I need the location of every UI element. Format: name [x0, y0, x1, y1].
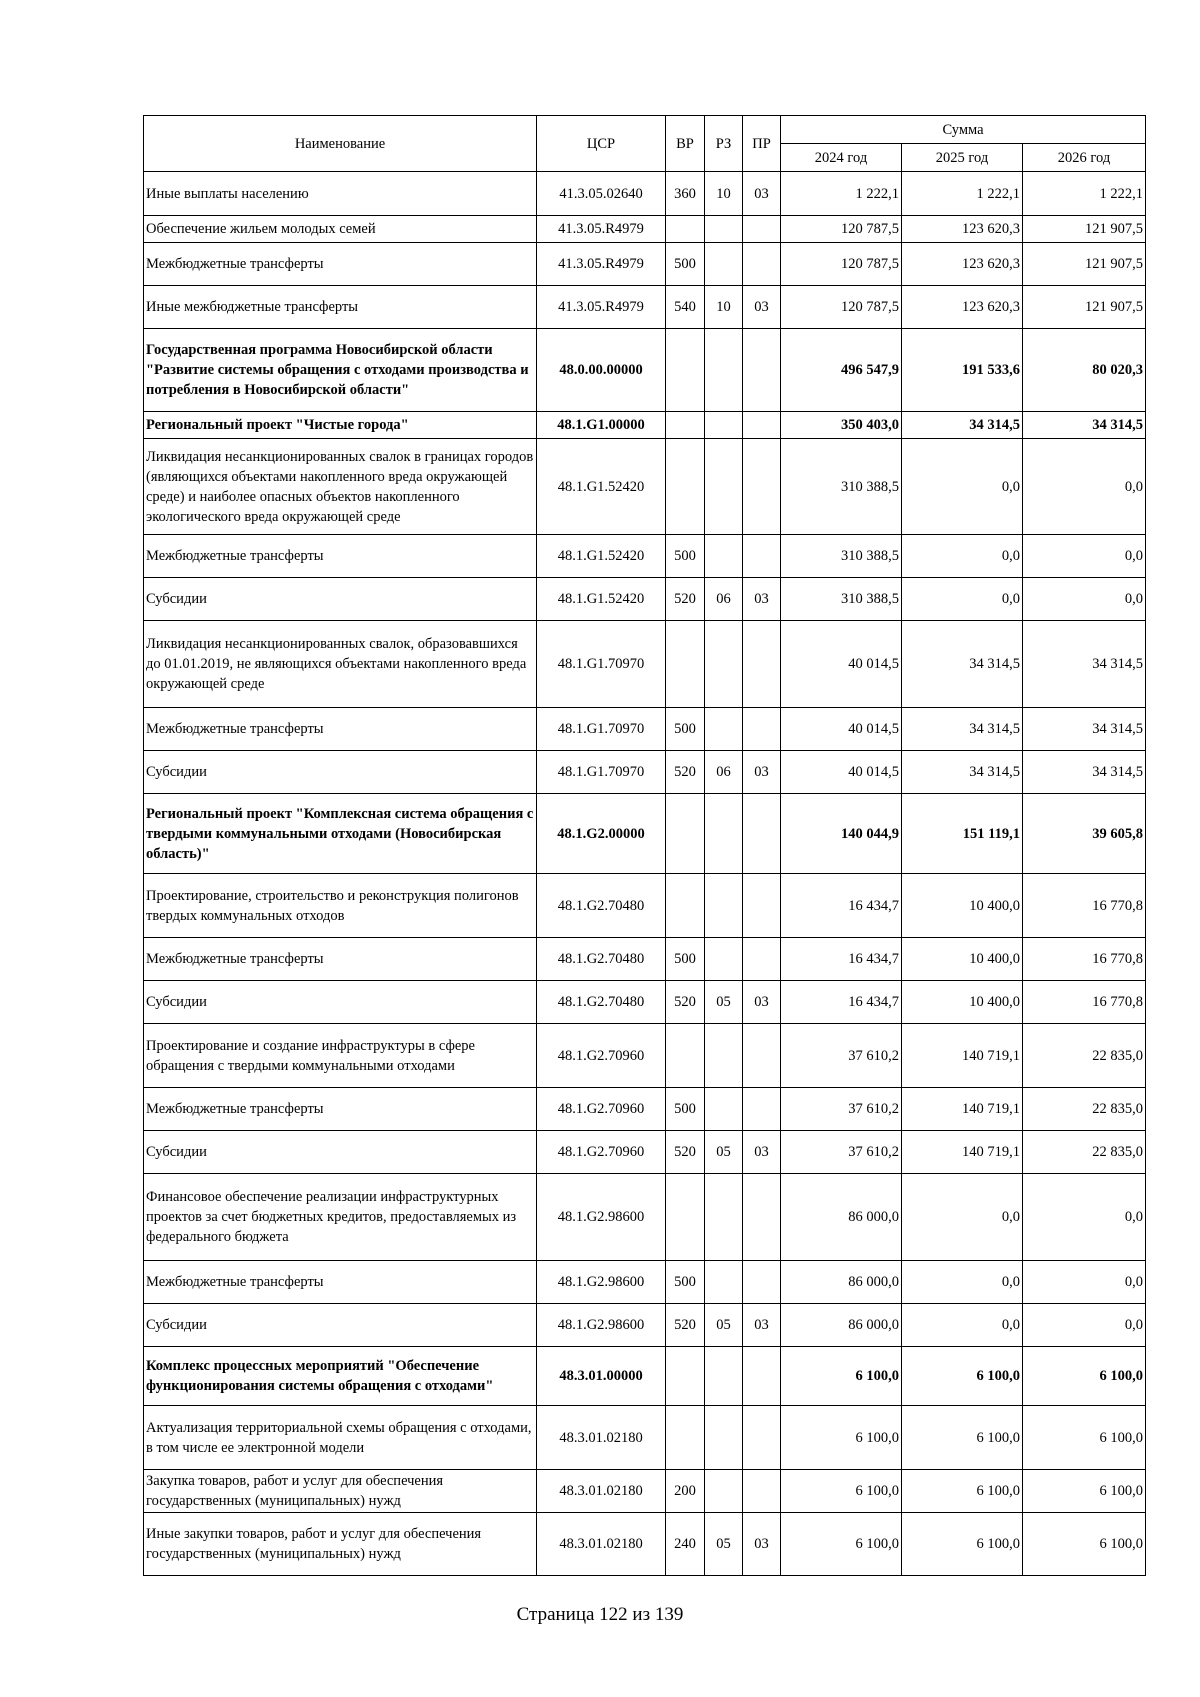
pr-cell	[743, 216, 781, 243]
vr-cell: 500	[666, 535, 705, 578]
name-cell: Субсидии	[144, 1304, 537, 1347]
csr-cell: 48.1.G2.70480	[537, 981, 666, 1024]
amount-2025-cell: 10 400,0	[902, 938, 1023, 981]
csr-cell: 48.3.01.02180	[537, 1513, 666, 1576]
rz-cell	[705, 1470, 743, 1513]
pr-cell: 03	[743, 1131, 781, 1174]
amount-2024-cell: 350 403,0	[781, 412, 902, 439]
amount-2026-cell: 34 314,5	[1023, 621, 1146, 708]
csr-cell: 48.1.G1.70970	[537, 751, 666, 794]
csr-cell: 48.1.G2.70960	[537, 1088, 666, 1131]
name-cell: Ликвидация несанкционированных свалок в границах городов (являющихся объектами накопленного вреда окружающей среде) и наиболее опасных объектов накопленного экологического вреда окружающей среде	[144, 439, 537, 535]
pr-cell	[743, 708, 781, 751]
table-row	[144, 1024, 1146, 1088]
amount-2024-cell: 6 100,0	[781, 1513, 902, 1576]
pr-cell	[743, 329, 781, 412]
amount-2026-cell: 121 907,5	[1023, 243, 1146, 286]
csr-cell: 48.1.G1.00000	[537, 412, 666, 439]
pr-cell	[743, 1470, 781, 1513]
amount-2026-cell: 22 835,0	[1023, 1131, 1146, 1174]
csr-cell: 48.1.G2.70960	[537, 1131, 666, 1174]
vr-cell: 500	[666, 708, 705, 751]
pr-cell: 03	[743, 578, 781, 621]
name-cell: Ликвидация несанкционированных свалок, образовавшихся до 01.01.2019, не являющихся объектами накопленного вреда окружающей среде	[144, 621, 537, 708]
vr-cell: 200	[666, 1470, 705, 1513]
amount-2026-cell: 34 314,5	[1023, 751, 1146, 794]
pr-cell	[743, 243, 781, 286]
table-row	[144, 621, 1146, 708]
csr-cell: 48.3.01.02180	[537, 1406, 666, 1470]
amount-2025-cell: 140 719,1	[902, 1131, 1023, 1174]
vr-cell	[666, 1347, 705, 1406]
amount-2025-cell: 0,0	[902, 1261, 1023, 1304]
page-number: Страница 122 из 139	[516, 1604, 684, 1625]
amount-2024-cell: 120 787,5	[781, 286, 902, 329]
table-row	[144, 1304, 1146, 1347]
table-row	[144, 172, 1146, 216]
csr-cell: 48.1.G1.52420	[537, 535, 666, 578]
amount-2025-cell: 123 620,3	[902, 216, 1023, 243]
amount-2025-cell: 10 400,0	[902, 874, 1023, 938]
table-row	[144, 412, 1146, 439]
amount-2025-cell: 151 119,1	[902, 794, 1023, 874]
csr-cell: 48.3.01.02180	[537, 1470, 666, 1513]
rz-cell: 05	[705, 1131, 743, 1174]
vr-cell: 520	[666, 1131, 705, 1174]
amount-2024-cell: 120 787,5	[781, 216, 902, 243]
header-csr: ЦСР	[537, 116, 666, 172]
table-row	[144, 938, 1146, 981]
header-2025: 2025 год	[902, 144, 1023, 172]
amount-2024-cell: 1 222,1	[781, 172, 902, 216]
amount-2025-cell: 34 314,5	[902, 751, 1023, 794]
csr-cell: 48.1.G1.52420	[537, 439, 666, 535]
rz-cell	[705, 621, 743, 708]
pr-cell	[743, 1088, 781, 1131]
vr-cell: 520	[666, 751, 705, 794]
amount-2025-cell: 140 719,1	[902, 1088, 1023, 1131]
amount-2025-cell: 140 719,1	[902, 1024, 1023, 1088]
amount-2026-cell: 0,0	[1023, 1174, 1146, 1261]
rz-cell	[705, 1261, 743, 1304]
rz-cell: 05	[705, 1513, 743, 1576]
name-cell: Субсидии	[144, 578, 537, 621]
amount-2024-cell: 16 434,7	[781, 874, 902, 938]
amount-2025-cell: 123 620,3	[902, 286, 1023, 329]
name-cell: Иные выплаты населению	[144, 172, 537, 216]
name-cell: Обеспечение жильем молодых семей	[144, 216, 537, 243]
vr-cell: 520	[666, 981, 705, 1024]
amount-2026-cell: 80 020,3	[1023, 329, 1146, 412]
rz-cell	[705, 938, 743, 981]
name-cell: Региональный проект "Комплексная система обращения с твердыми коммунальными отходами (Новосибирская область)"	[144, 794, 537, 874]
pr-cell	[743, 1347, 781, 1406]
table-row	[144, 535, 1146, 578]
csr-cell: 48.1.G2.70480	[537, 938, 666, 981]
table-row	[144, 708, 1146, 751]
rz-cell: 10	[705, 172, 743, 216]
amount-2024-cell: 86 000,0	[781, 1174, 902, 1261]
amount-2026-cell: 22 835,0	[1023, 1088, 1146, 1131]
amount-2025-cell: 6 100,0	[902, 1470, 1023, 1513]
pr-cell	[743, 412, 781, 439]
amount-2025-cell: 0,0	[902, 535, 1023, 578]
amount-2026-cell: 6 100,0	[1023, 1347, 1146, 1406]
vr-cell	[666, 794, 705, 874]
amount-2026-cell: 6 100,0	[1023, 1406, 1146, 1470]
amount-2025-cell: 0,0	[902, 439, 1023, 535]
amount-2025-cell: 6 100,0	[902, 1347, 1023, 1406]
amount-2026-cell: 0,0	[1023, 439, 1146, 535]
csr-cell: 48.1.G2.70960	[537, 1024, 666, 1088]
vr-cell	[666, 412, 705, 439]
table-row	[144, 794, 1146, 874]
pr-cell: 03	[743, 981, 781, 1024]
amount-2024-cell: 496 547,9	[781, 329, 902, 412]
csr-cell: 41.3.05.R4979	[537, 216, 666, 243]
vr-cell: 520	[666, 1304, 705, 1347]
name-cell: Комплекс процессных мероприятий "Обеспечение функционирования системы обращения с отходами"	[144, 1347, 537, 1406]
csr-cell: 48.1.G1.52420	[537, 578, 666, 621]
csr-cell: 48.0.00.00000	[537, 329, 666, 412]
header-vr: ВР	[666, 116, 705, 172]
table-header-row	[144, 116, 1146, 144]
name-cell: Проектирование и создание инфраструктуры в сфере обращения с твердыми коммунальными отходами	[144, 1024, 537, 1088]
pr-cell	[743, 1174, 781, 1261]
pr-cell	[743, 1024, 781, 1088]
table-row	[144, 1088, 1146, 1131]
rz-cell	[705, 1406, 743, 1470]
vr-cell: 500	[666, 1088, 705, 1131]
rz-cell	[705, 1088, 743, 1131]
header-sum: Сумма	[781, 116, 1146, 144]
vr-cell	[666, 216, 705, 243]
name-cell: Субсидии	[144, 1131, 537, 1174]
amount-2024-cell: 86 000,0	[781, 1304, 902, 1347]
amount-2025-cell: 0,0	[902, 1304, 1023, 1347]
table-row	[144, 1470, 1146, 1513]
name-cell: Межбюджетные трансферты	[144, 535, 537, 578]
table-row	[144, 1513, 1146, 1576]
amount-2026-cell: 34 314,5	[1023, 412, 1146, 439]
amount-2026-cell: 1 222,1	[1023, 172, 1146, 216]
pr-cell	[743, 1406, 781, 1470]
header-2024: 2024 год	[781, 144, 902, 172]
name-cell: Субсидии	[144, 751, 537, 794]
table-row	[144, 981, 1146, 1024]
vr-cell: 240	[666, 1513, 705, 1576]
table-row	[144, 1347, 1146, 1406]
budget-table	[143, 115, 1146, 1576]
amount-2026-cell: 121 907,5	[1023, 216, 1146, 243]
name-cell: Межбюджетные трансферты	[144, 708, 537, 751]
pr-cell	[743, 535, 781, 578]
csr-cell: 41.3.05.R4979	[537, 286, 666, 329]
table-row	[144, 286, 1146, 329]
vr-cell: 500	[666, 938, 705, 981]
vr-cell	[666, 439, 705, 535]
header-2026: 2026 год	[1023, 144, 1146, 172]
rz-cell	[705, 535, 743, 578]
name-cell: Иные межбюджетные трансферты	[144, 286, 537, 329]
rz-cell: 05	[705, 1304, 743, 1347]
csr-cell: 41.3.05.R4979	[537, 243, 666, 286]
rz-cell	[705, 329, 743, 412]
vr-cell: 500	[666, 1261, 705, 1304]
name-cell: Субсидии	[144, 981, 537, 1024]
rz-cell: 05	[705, 981, 743, 1024]
vr-cell	[666, 874, 705, 938]
amount-2024-cell: 40 014,5	[781, 751, 902, 794]
pr-cell	[743, 439, 781, 535]
pr-cell: 03	[743, 1513, 781, 1576]
rz-cell	[705, 708, 743, 751]
amount-2025-cell: 34 314,5	[902, 412, 1023, 439]
rz-cell	[705, 216, 743, 243]
csr-cell: 48.1.G2.98600	[537, 1174, 666, 1261]
amount-2026-cell: 6 100,0	[1023, 1470, 1146, 1513]
amount-2025-cell: 0,0	[902, 578, 1023, 621]
amount-2025-cell: 191 533,6	[902, 329, 1023, 412]
table-row	[144, 1261, 1146, 1304]
table-row	[144, 439, 1146, 535]
name-cell: Проектирование, строительство и реконструкция полигонов твердых коммунальных отходов	[144, 874, 537, 938]
vr-cell	[666, 1406, 705, 1470]
amount-2026-cell: 6 100,0	[1023, 1513, 1146, 1576]
amount-2024-cell: 86 000,0	[781, 1261, 902, 1304]
pr-cell	[743, 621, 781, 708]
amount-2025-cell: 34 314,5	[902, 621, 1023, 708]
amount-2024-cell: 6 100,0	[781, 1347, 902, 1406]
rz-cell: 06	[705, 751, 743, 794]
amount-2026-cell: 121 907,5	[1023, 286, 1146, 329]
amount-2025-cell: 6 100,0	[902, 1406, 1023, 1470]
rz-cell	[705, 1174, 743, 1261]
amount-2026-cell: 0,0	[1023, 1304, 1146, 1347]
amount-2024-cell: 6 100,0	[781, 1406, 902, 1470]
csr-cell: 48.1.G2.98600	[537, 1261, 666, 1304]
name-cell: Межбюджетные трансферты	[144, 1261, 537, 1304]
header-pr: ПР	[743, 116, 781, 172]
csr-cell: 48.1.G1.70970	[537, 621, 666, 708]
rz-cell: 06	[705, 578, 743, 621]
amount-2024-cell: 37 610,2	[781, 1024, 902, 1088]
vr-cell: 540	[666, 286, 705, 329]
vr-cell: 500	[666, 243, 705, 286]
name-cell: Межбюджетные трансферты	[144, 1088, 537, 1131]
vr-cell	[666, 1024, 705, 1088]
name-cell: Государственная программа Новосибирской области "Развитие системы обращения с отходами производства и потребления в Новосибирской области"	[144, 329, 537, 412]
vr-cell: 360	[666, 172, 705, 216]
amount-2024-cell: 37 610,2	[781, 1088, 902, 1131]
vr-cell	[666, 329, 705, 412]
rz-cell	[705, 874, 743, 938]
name-cell: Межбюджетные трансферты	[144, 243, 537, 286]
rz-cell	[705, 439, 743, 535]
amount-2024-cell: 120 787,5	[781, 243, 902, 286]
table-row	[144, 329, 1146, 412]
header-rz: РЗ	[705, 116, 743, 172]
header-name: Наименование	[144, 116, 537, 172]
amount-2026-cell: 16 770,8	[1023, 981, 1146, 1024]
table-row	[144, 874, 1146, 938]
amount-2024-cell: 37 610,2	[781, 1131, 902, 1174]
table-row	[144, 1131, 1146, 1174]
amount-2024-cell: 310 388,5	[781, 535, 902, 578]
rz-cell	[705, 412, 743, 439]
amount-2026-cell: 16 770,8	[1023, 874, 1146, 938]
amount-2026-cell: 16 770,8	[1023, 938, 1146, 981]
pr-cell: 03	[743, 1304, 781, 1347]
table-row	[144, 751, 1146, 794]
amount-2026-cell: 0,0	[1023, 578, 1146, 621]
amount-2025-cell: 6 100,0	[902, 1513, 1023, 1576]
amount-2025-cell: 123 620,3	[902, 243, 1023, 286]
csr-cell: 48.1.G2.00000	[537, 794, 666, 874]
pr-cell: 03	[743, 286, 781, 329]
csr-cell: 48.1.G1.70970	[537, 708, 666, 751]
name-cell: Финансовое обеспечение реализации инфраструктурных проектов за счет бюджетных кредитов, предоставляемых из федерального бюджета	[144, 1174, 537, 1261]
name-cell: Актуализация территориальной схемы обращения с отходами, в том числе ее электронной модели	[144, 1406, 537, 1470]
amount-2026-cell: 22 835,0	[1023, 1024, 1146, 1088]
rz-cell	[705, 794, 743, 874]
vr-cell: 520	[666, 578, 705, 621]
pr-cell	[743, 794, 781, 874]
pr-cell	[743, 874, 781, 938]
rz-cell	[705, 243, 743, 286]
amount-2025-cell: 1 222,1	[902, 172, 1023, 216]
name-cell: Иные закупки товаров, работ и услуг для обеспечения государственных (муниципальных) нужд	[144, 1513, 537, 1576]
pr-cell	[743, 1261, 781, 1304]
amount-2024-cell: 40 014,5	[781, 621, 902, 708]
table-body	[144, 172, 1146, 1576]
amount-2024-cell: 310 388,5	[781, 439, 902, 535]
amount-2026-cell: 39 605,8	[1023, 794, 1146, 874]
rz-cell	[705, 1347, 743, 1406]
amount-2024-cell: 40 014,5	[781, 708, 902, 751]
name-cell: Закупка товаров, работ и услуг для обеспечения государственных (муниципальных) нужд	[144, 1470, 537, 1513]
amount-2025-cell: 34 314,5	[902, 708, 1023, 751]
rz-cell: 10	[705, 286, 743, 329]
csr-cell: 48.1.G2.70480	[537, 874, 666, 938]
amount-2025-cell: 10 400,0	[902, 981, 1023, 1024]
amount-2024-cell: 140 044,9	[781, 794, 902, 874]
csr-cell: 48.3.01.00000	[537, 1347, 666, 1406]
amount-2024-cell: 16 434,7	[781, 981, 902, 1024]
amount-2025-cell: 0,0	[902, 1174, 1023, 1261]
amount-2026-cell: 0,0	[1023, 1261, 1146, 1304]
amount-2026-cell: 0,0	[1023, 535, 1146, 578]
vr-cell	[666, 1174, 705, 1261]
amount-2024-cell: 16 434,7	[781, 938, 902, 981]
table-row	[144, 578, 1146, 621]
name-cell: Межбюджетные трансферты	[144, 938, 537, 981]
rz-cell	[705, 1024, 743, 1088]
amount-2024-cell: 310 388,5	[781, 578, 902, 621]
table-row	[144, 1406, 1146, 1470]
table-row	[144, 1174, 1146, 1261]
pr-cell: 03	[743, 751, 781, 794]
name-cell: Региональный проект "Чистые города"	[144, 412, 537, 439]
csr-cell: 48.1.G2.98600	[537, 1304, 666, 1347]
table-row	[144, 216, 1146, 243]
csr-cell: 41.3.05.02640	[537, 172, 666, 216]
amount-2024-cell: 6 100,0	[781, 1470, 902, 1513]
vr-cell	[666, 621, 705, 708]
pr-cell	[743, 938, 781, 981]
pr-cell: 03	[743, 172, 781, 216]
table-row	[144, 243, 1146, 286]
amount-2026-cell: 34 314,5	[1023, 708, 1146, 751]
